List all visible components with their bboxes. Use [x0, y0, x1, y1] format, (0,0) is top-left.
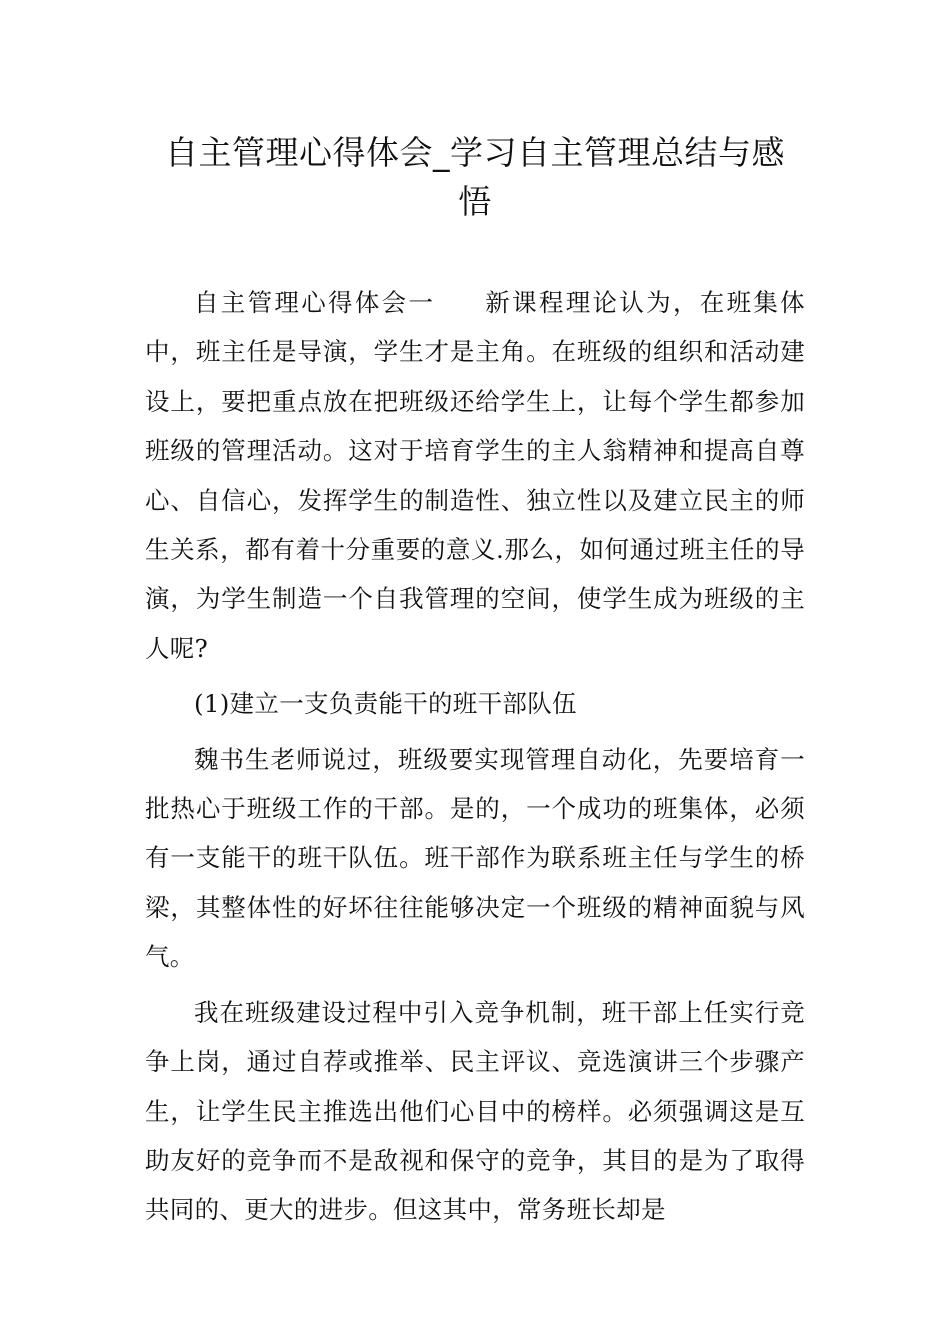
paragraph-subheading: (1)建立一支负责能干的班干部队伍: [194, 689, 577, 719]
paragraph-1-text: 新课程理论认为，在班集体中，班主任是导演，学生才是主角。在班级的组织和活动建设上，要把重点放在把班级还给学生上，让每个学生都参加班级的管理活动。这对于培育学生的主人翁精神和提高自尊心、自信心，发挥学生的制造性、独立性以及建立民主的师生关系，都有着十分重要的意义.那么，如何通过班主任的导演，为学生制造一个自我管理的空间，使学生成为班级的主人呢?: [145, 288, 805, 663]
title-line-1: 自主管理心得体会_学习自主管理总结与感: [165, 133, 785, 172]
paragraph-2: 魏书生老师说过，班级要实现管理自动化，先要培育一批热心于班级工作的干部。是的，一个成功的班集体，必须有一支能干的班干队伍。班干部作为联系班主任与学生的桥梁，其整体性的好坏往往能够决定一个班级的精神面貌与风气。: [145, 744, 805, 972]
paragraph-3: 我在班级建设过程中引入竞争机制，班干部上任实行竞争上岗，通过自荐或推举、民主评议、竞选演讲三个步骤产生，让学生民主推选出他们心目中的榜样。必须强调这是互助友好的竞争而不是敌视和保守的竞争，其目的是为了取得共同的、更大的进步。但这其中，常务班长却是: [145, 997, 805, 1225]
paragraph-intro: [145, 278, 805, 673]
document-title: [145, 128, 805, 226]
title-line-2: 悟: [458, 182, 492, 221]
intro-heading: 自主管理心得体会一: [194, 288, 436, 317]
document-body: [145, 278, 805, 1235]
